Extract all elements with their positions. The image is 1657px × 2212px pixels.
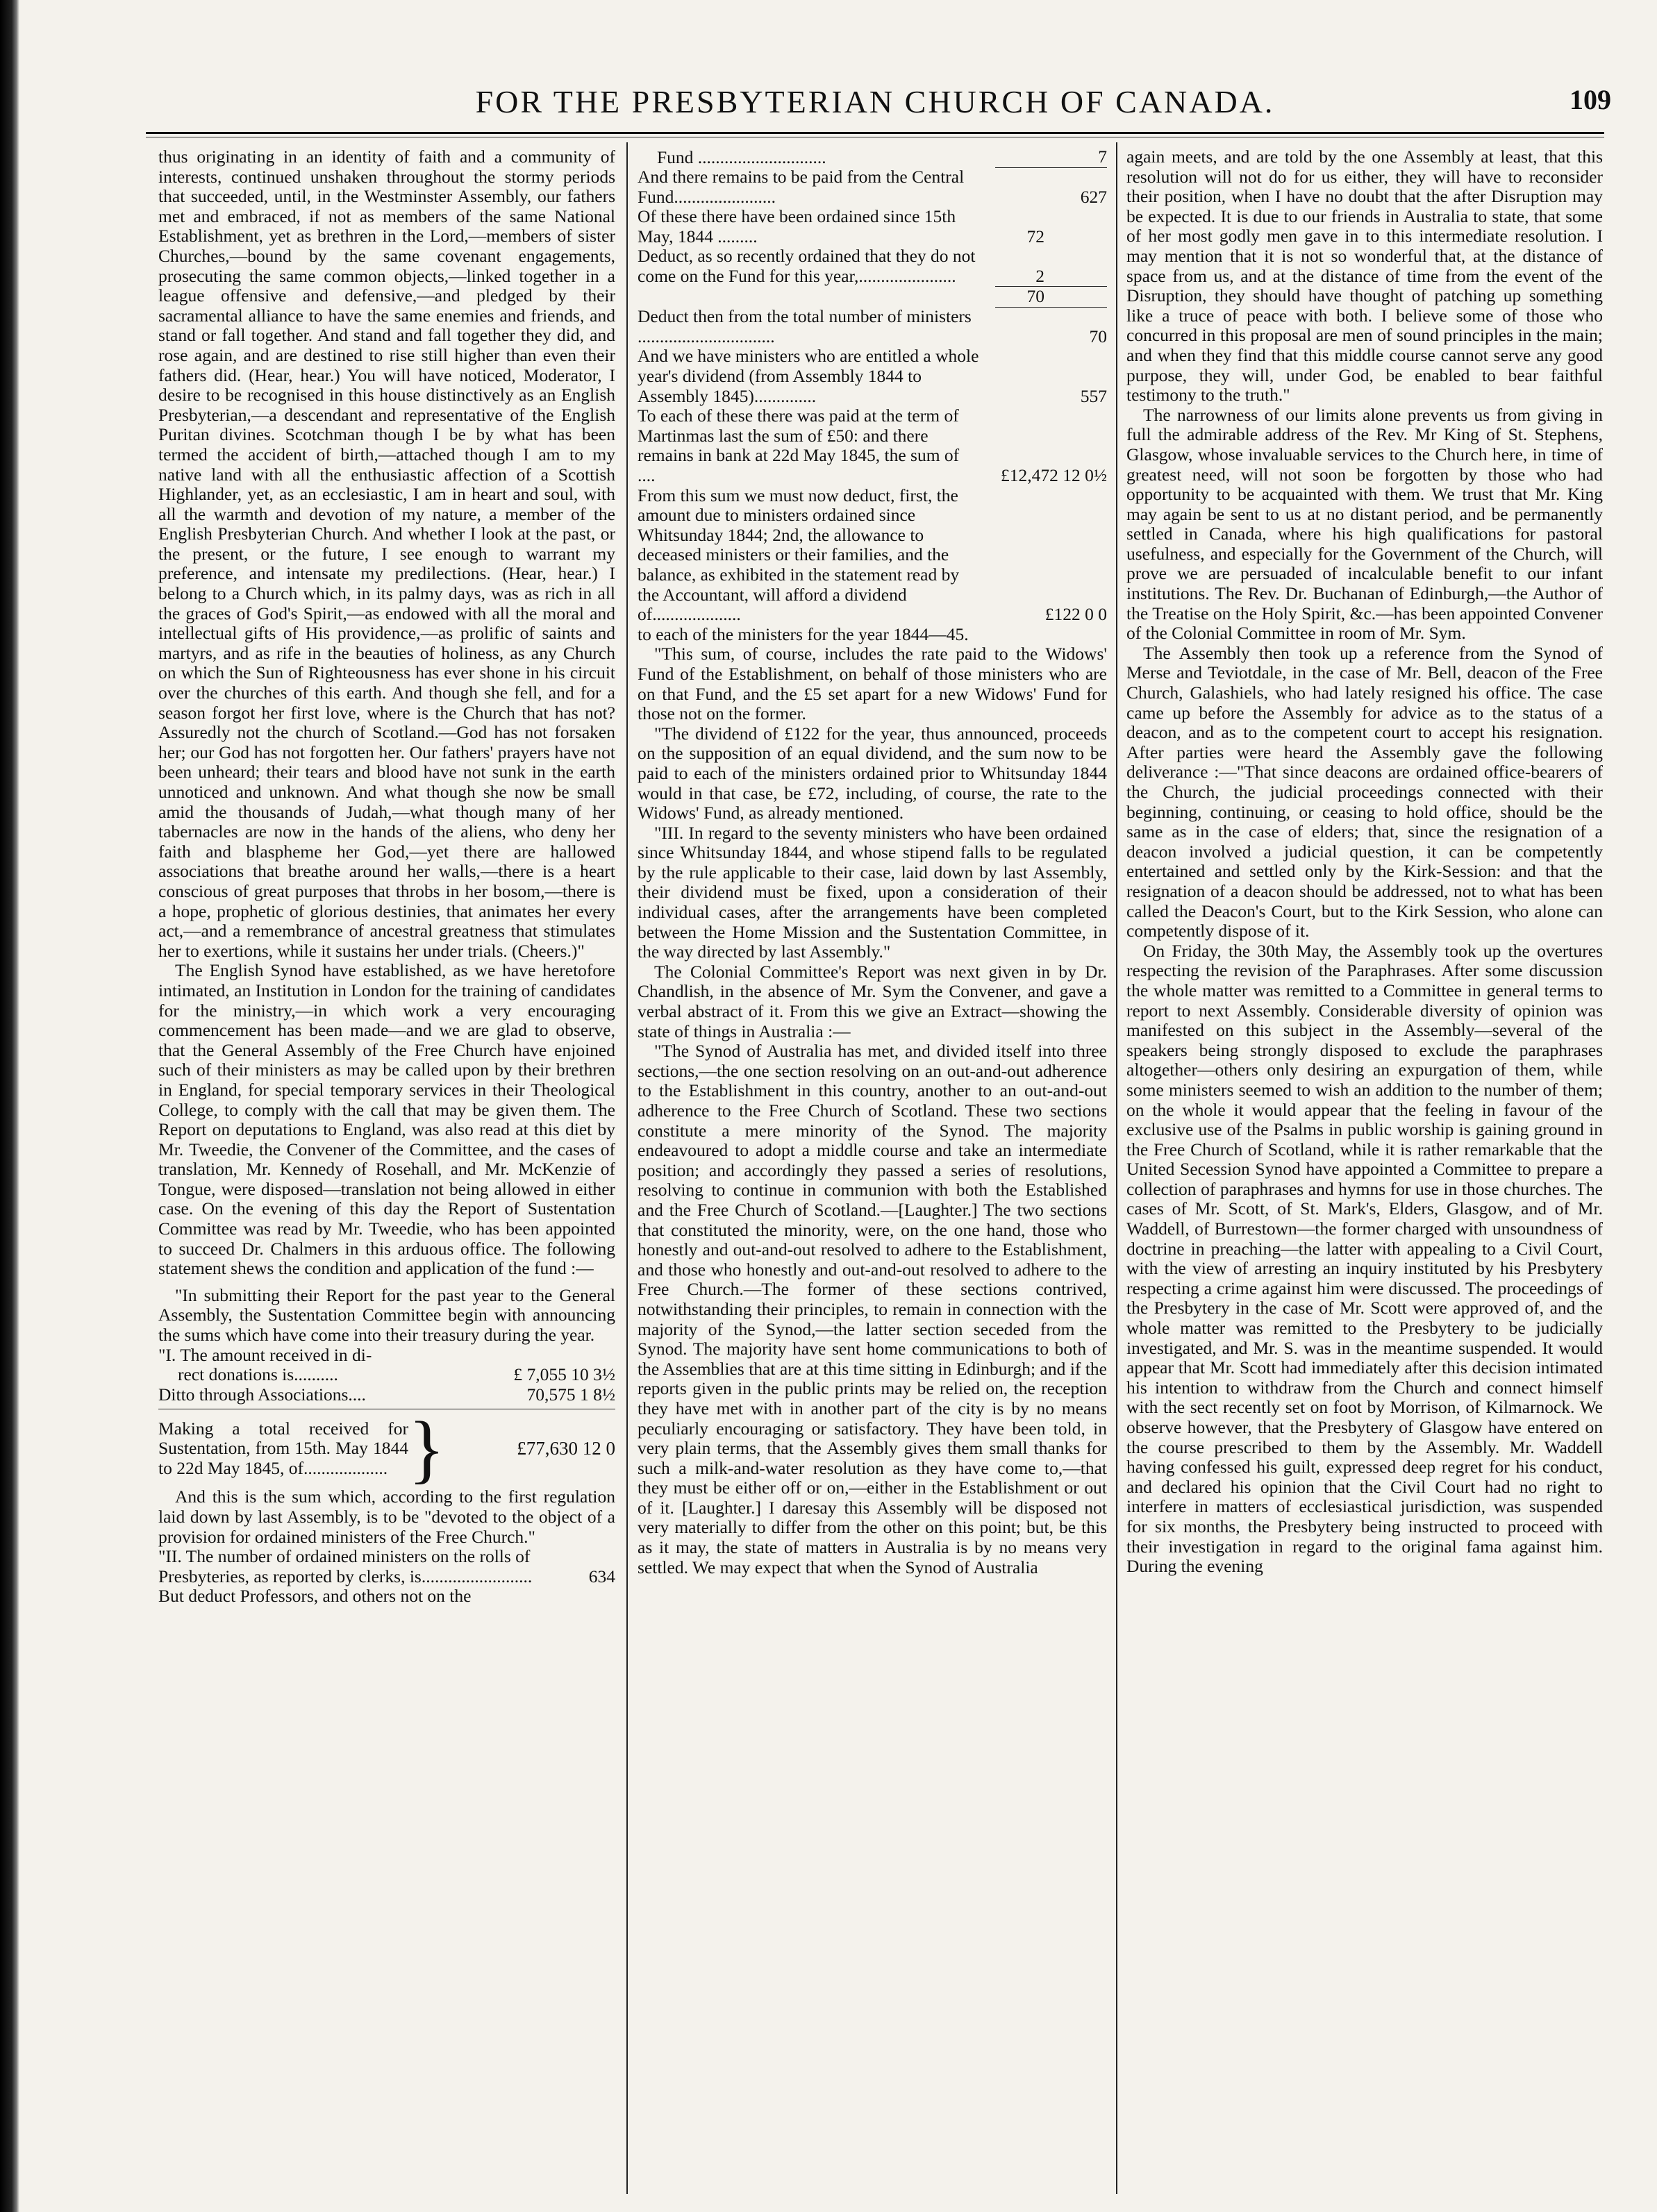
paragraph: "The Synod of Australia has met, and divided itself into three sections,—the one section resolving on an out-and-out adherence to the Establishment in this country, another to an out-and-out adherence to the Free Church of Scotland. These two sections constitute a mere minority of the Synod. The majority endeavoured to adopt a middle course and take an intermediate position; and accordingly they passed a series of resolutions, resolving to continue in communion with both the Established and the Free Church of Scotland.—[Laughter.] The two sections that constituted the minority, were, on the one hand, those who honestly and out-and-out resolved to adhere to the Establishment, and those who honestly and out-and-out resolved to adhere to the Free Church.—The former of these sections contrived, notwithstanding their principles, to remain in connection with the majority of the Synod,—the latter section seceded from the Synod. The majority have sent home communications to both of the Assemblies that are at this time sitting in Edinburgh; and if the reports given in the public prints may be relied on, the reception they have met with in another part of the city is by no means peculiarly encouraging or satisfactory. They have been told, in very plain terms, that the Assembly gives them small thanks for such a milk-and-water resolution as they have come to,—that they must be either off or on,—either in the Establishment or out of it. [Laughter.] I daresay this Assembly will be disposed not very materially to differ from the other on this point; but, be this as it may, the state of matters in Australia is by no means very settled. We may expect that when the Synod of Australia [638, 1041, 1107, 1577]
row-label: rect donations is.......... [178, 1364, 338, 1385]
table-row [158, 1385, 615, 1405]
paragraph: On Friday, the 30th May, the Assembly took up the overtures respecting the revision of the Paraphrases. After some discussion the whole matter was remitted to a Committee in general terms to report to next Assembly. Considerable diversity of opinion was manifested on this subject in the Assembly—several of the speakers being strongly disposed to exclude the paraphrases altogether—others only desiring an expurgation of them, while some ministers seemed to wish an addition to the number of them; on the whole it would appear that the feeling in favour of the exclusive use of the Psalms in public worship is gaining ground in the Free Church of Scotland, while it is rather remarkable that the United Secession Synod have appointed a Committee to prepare a collection of paraphrases and hymns for use in those churches. The cases of Mr. Scott, of St. Mark's, Elders, Glasgow, and of Mr. Waddell, of Burrestown—the former charged with unsoundness of doctrine in preaching—the latter with appealing to a Civil Court, with the view of arresting an inquiry instituted by his Presbytery respecting a crime against him were discussed. The proceedings of the Presbytery in the case of Mr. Scott were approved of, and the whole matter was remitted to the Presbytery to be judicially investigated, and Mr. S. was in the meantime suspended. It would appear that Mr. Scott had immediately after this decision intimated his intention to withdraw from the Church and connect himself with the sect recently set on foot by Morrison, of Kilmarnock. We observe however, that the Presbytery of Glasgow have entered on the course prescribed to them by the Assembly. Mr. Waddell having confessed his guilt, expressed deep regret for his conduct, and declared his opinion that the Civil Court had no right to interfere in matters of ecclesiastical jurisdiction, was suspended for six months, the Presbytery being instructed to proceed with their investigation in regard to the original fama against him. During the evening [1126, 940, 1603, 1577]
brace-glyph: } [408, 1406, 445, 1491]
page-number: 109 [1569, 84, 1611, 115]
table-row [638, 307, 1107, 346]
column-left [158, 147, 615, 2188]
column-middle [638, 147, 1107, 2188]
row-amount: £122 0 0 [1044, 604, 1107, 625]
paragraph: "III. In regard to the seventy ministers who have been ordained since Whitsunday 1844, and whose stipend falls to be regulated by the rule applicable to their case, laid down by last Assembly, their dividend must be fixed, upon a consideration of their individual cases, after the arrangements have been completed between the Home Mission and the Sustentation Committee, in the way directed by last Assembly." [638, 822, 1107, 962]
paragraph: And this is the sum which, according to the first regulation laid down by last Assembly, is to be "devoted to the object of a provision for ordained ministers of the Free Church." [158, 1486, 615, 1547]
row-label: Fund ............................. [657, 147, 826, 167]
row-amount: 70 [995, 287, 1107, 308]
row-label: Deduct then from the total number of ministers ............................... [638, 306, 972, 346]
row-amount: 70 [995, 307, 1107, 346]
row-amount: £ 7,055 10 3½ [513, 1364, 615, 1385]
paragraph: The Assembly then took up a reference from the Synod of Merse and Teviotdale, in the case of Mr. Bell, deacon of the Free Church, Galashiels, who had lately resigned his office. The case came up before the Assembly for advice as to the status of a deacon, and as to the competent court to accept his resignation. After parties were heard the Assembly gave the following deliverance :—"That since deacons are ordained office-bearers of the Church, the judicial proceedings connected with their beginning, continuing, or ceasing to hold office, should be the same as in the case of elders; that, since the resignation of a deacon involved a judicial question, it can be competently entertained and settled only by the Kirk-Session: and that the resignation of a deacon should be addressed, not to what has been called the Deacon's Court, but to the Kirk Session, who alone can competently dispose of it. [1126, 642, 1603, 941]
row-amount: 72 [1026, 226, 1044, 246]
receipts-table [158, 1365, 615, 1405]
row-label: Of these there have been ordained since 15th May, 1844 ......... [638, 206, 956, 246]
paragraph: again meets, and are told by the one Assembly at least, that this resolution will not do for us either, they will have to reconsider their position, when I have no doubt that the after Disruption may be expected. It is due to our friends in Australia to state, that some of her most godly men gave in to this intermediate resolution. I may mention that it is not so wonderful that, at the distance of space from us, and at the distance of time from the event of the Disruption, they should have thought of patching up something like a truce of peace with both. I believe some of those who concurred in this proposal are men of sound principles in the main; and when they find that this middle course cannot serve any good purpose, they will, under God, be enabled to bear faithful testimony to the truth." [1126, 147, 1603, 405]
row-label: Deduct, as so recently ordained that they do not come on the Fund for this year,...................... [638, 246, 976, 287]
table-row [158, 1547, 615, 1586]
running-title: FOR THE PRESBYTERIAN CHURCH OF CANADA. [475, 84, 1275, 119]
total-received [158, 1406, 615, 1491]
paragraph: to each of the ministers for the year 1844—45. [638, 623, 969, 644]
paragraph: "In submitting their Report for the past year to the General Assembly, the Sustentation Committee begin with announcing the sums which have come into their treasury during the year. [158, 1284, 615, 1346]
table-row [638, 287, 1107, 308]
row-label: From this sum we must now deduct, first, the amount due to ministers ordained since Whitsunday 1844; 2nd, the allowance to deceased ministers or their families, and the balance, as exhibited in the statement read by the Accountant, will afford a dividend of.................... [638, 485, 960, 625]
table-row [638, 246, 1107, 286]
ledger-item-heading: "I. The amount received in di- [158, 1344, 372, 1365]
table-row [158, 1365, 615, 1385]
table-row [638, 207, 1107, 246]
paragraph: The Colonial Committee's Report was next given in by Dr. Chandlish, in the absence of Mr. Sym the Convener, and gave a verbal abstract of it. From this we give an Extract—showing the state of things in Australia :— [638, 961, 1107, 1041]
paragraph: thus originating in an identity of faith and a community of interests, continued unshaken throughout the stormy periods that succeeded, until, in the Westminster Assembly, our fathers met and embraced, if not as members of the same National Establishment, yet as brethren in the Lord,—members of sister Churches,—bound by the same covenant engagements, prosecuting the same common objects,—linked together in a league offensive and defensive,—and pledged by their sacramental alliance to have the same enemies and friends, and stand or fall together. And stand and fall together they did, and rose again, and are destined to rise still higher than even their fathers did. (Hear, hear.) You will have noticed, Moderator, I desire to be recognised in this house distinctively as an English Presbyterian,—a descendant and representative of the English Puritan divines. Scotchman though I be by what has been termed the accident of birth,—attached though I am to my native land with all the enthusiastic affection of a Scottish Highlander, yet, as an ecclesiastic, I am in heart and soul, with all the warmth and devotion of my nature, a member of the English Presbyterian Church. And whether I look at the past, or the present, or the future, I see enough to warrant my preference, and intensate my predilections. (Hear, hear.) I belong to a Church which, in its palmy days, was as rich in all the graces of God's Spirit,—as endowed with all the moral and intellectual gifts of His providence,—as prolific of saints and martyrs, and as rife in the beauties of holiness, as any Church on which the Sun of Righteousness has ever shone in his circuit over the churches of this earth. And though she fell, and for a season forgot her first love, where is the Church that has not? Assuredly not the church of Scotland.—God has not forsaken her; our God has not forgotten her. Our fathers' prayers have not been unheard; their tears and blood have not sunk in the earth unnoticed and unknown. And what though she now be small amid the thousands of Judah,—what though many of her tabernacles are now in the hands of the aliens, who deny her faith and blaspheme her God,—yet there are hallowed associations that breathe around her walls,—there is a heart conscious of great purposes that throbs in her bosom,—there is a hope, prophetic of glorious destinies, that animates her every act,—and a remembrance of ancestral greatness that stimulates her to exertions, while it sustains her under trials. (Cheers.)" [158, 147, 615, 961]
row-label: To each of these there was paid at the term of Martinmas last the sum of £50: and there remains in bank at 22d May 1845, the sum of .... [638, 405, 960, 485]
total-label: Making a total received for Sustentation, from 15th. May 1844 to 22d May 1845, of................... [158, 1418, 408, 1478]
header-rule [146, 132, 1604, 134]
row-amount: 7 [1098, 147, 1107, 167]
table-row [638, 167, 1107, 207]
row-amount: £12,472 12 0½ [1001, 465, 1107, 485]
running-header [139, 78, 1611, 133]
paragraph: "The dividend of £122 for the year, thus announced, proceeds on the supposition of an equal dividend, and the sum now to be paid to each of the ministers ordained prior to Whitsunday 1844 would in that case, be £72, including, of course, the rate to the Widows' Fund, as already mentioned. [638, 723, 1107, 823]
paragraph: But deduct Professors, and others not on the [158, 1586, 472, 1607]
ministers-count-table [158, 1547, 615, 1586]
column-divider-left [626, 142, 628, 2194]
row-label: "II. The number of ordained ministers on the rolls of Presbyteries, as reported by clerks, is......................... [158, 1546, 533, 1586]
column-divider-right [1116, 142, 1117, 2194]
ministers-table [638, 147, 1107, 625]
column-right [1126, 147, 1603, 2188]
table-row [638, 486, 1107, 625]
page-binding-edge [0, 0, 19, 2212]
row-amount: 2 [1035, 265, 1044, 286]
row-label: And there remains to be paid from the Central Fund....................... [638, 167, 965, 207]
table-row [638, 346, 1107, 406]
table-row [638, 147, 1107, 167]
row-amount: 557 [1080, 385, 1107, 406]
row-label: And we have ministers who are entitled a whole year's dividend (from Assembly 1844 to Assembly 1845).............. [638, 346, 979, 406]
row-amount: 634 [588, 1566, 615, 1586]
row-amount: 627 [995, 167, 1107, 207]
paragraph: "This sum, of course, includes the rate paid to the Widows' Fund of the Establishment, on behalf of those ministers who are on that Fund, and the £5 set apart for a new Widows' Fund for those not on the former. [638, 644, 1107, 724]
table-row [638, 406, 1107, 485]
row-label: Ditto through Associations.... [158, 1384, 366, 1405]
paragraph: The English Synod have established, as we have heretofore intimated, an Institution in London for the training of candidates for the ministry,—in which work a very encouraging commencement has been made—and we are glad to observe, that the General Assembly of the Free Church have enjoined such of their ministers as may be called upon by their brethren in England, for special temporary services in their Theological College, to comply with the call that may be given them. The Report on deputations to England, was also read at this diet by Mr. Tweedie, the Convener of the Committee, and the cases of translation, Mr. Kennedy of Rosehall, and Mr. McKenzie of Tongue, were disposed—translation not being allowed in either case. On the evening of this day the Report of Sustentation Committee was read by Mr. Tweedie, who has been appointed to succeed Dr. Chalmers in this arduous office. The following statement shews the condition and application of the fund :— [158, 960, 615, 1279]
row-amount: 70,575 1 8½ [526, 1384, 615, 1405]
total-amount: £77,630 12 0 [517, 1438, 615, 1459]
paragraph: The narrowness of our limits alone prevents us from giving in full the admirable address of the Rev. Mr King of St. Stephens, Glasgow, whose invaluable services to the Church here, in time of greatest need, will not soon be forgotten by those who had opportunity to be acquainted with them. We trust that Mr. King may again be sent to us at no distant period, and be permanently settled in Canada, where his high qualifications for pastoral usefulness, and especially for the Government of the Church, will prove we are persuaded of incalculable benefit to our infant institutions. The Rev. Dr. Buchanan of Edinburgh,—the Author of the Treatise on the Holy Spirit, &c.—has been appointed Convener of the Colonial Committee in room of Mr. Sym. [1126, 404, 1603, 644]
